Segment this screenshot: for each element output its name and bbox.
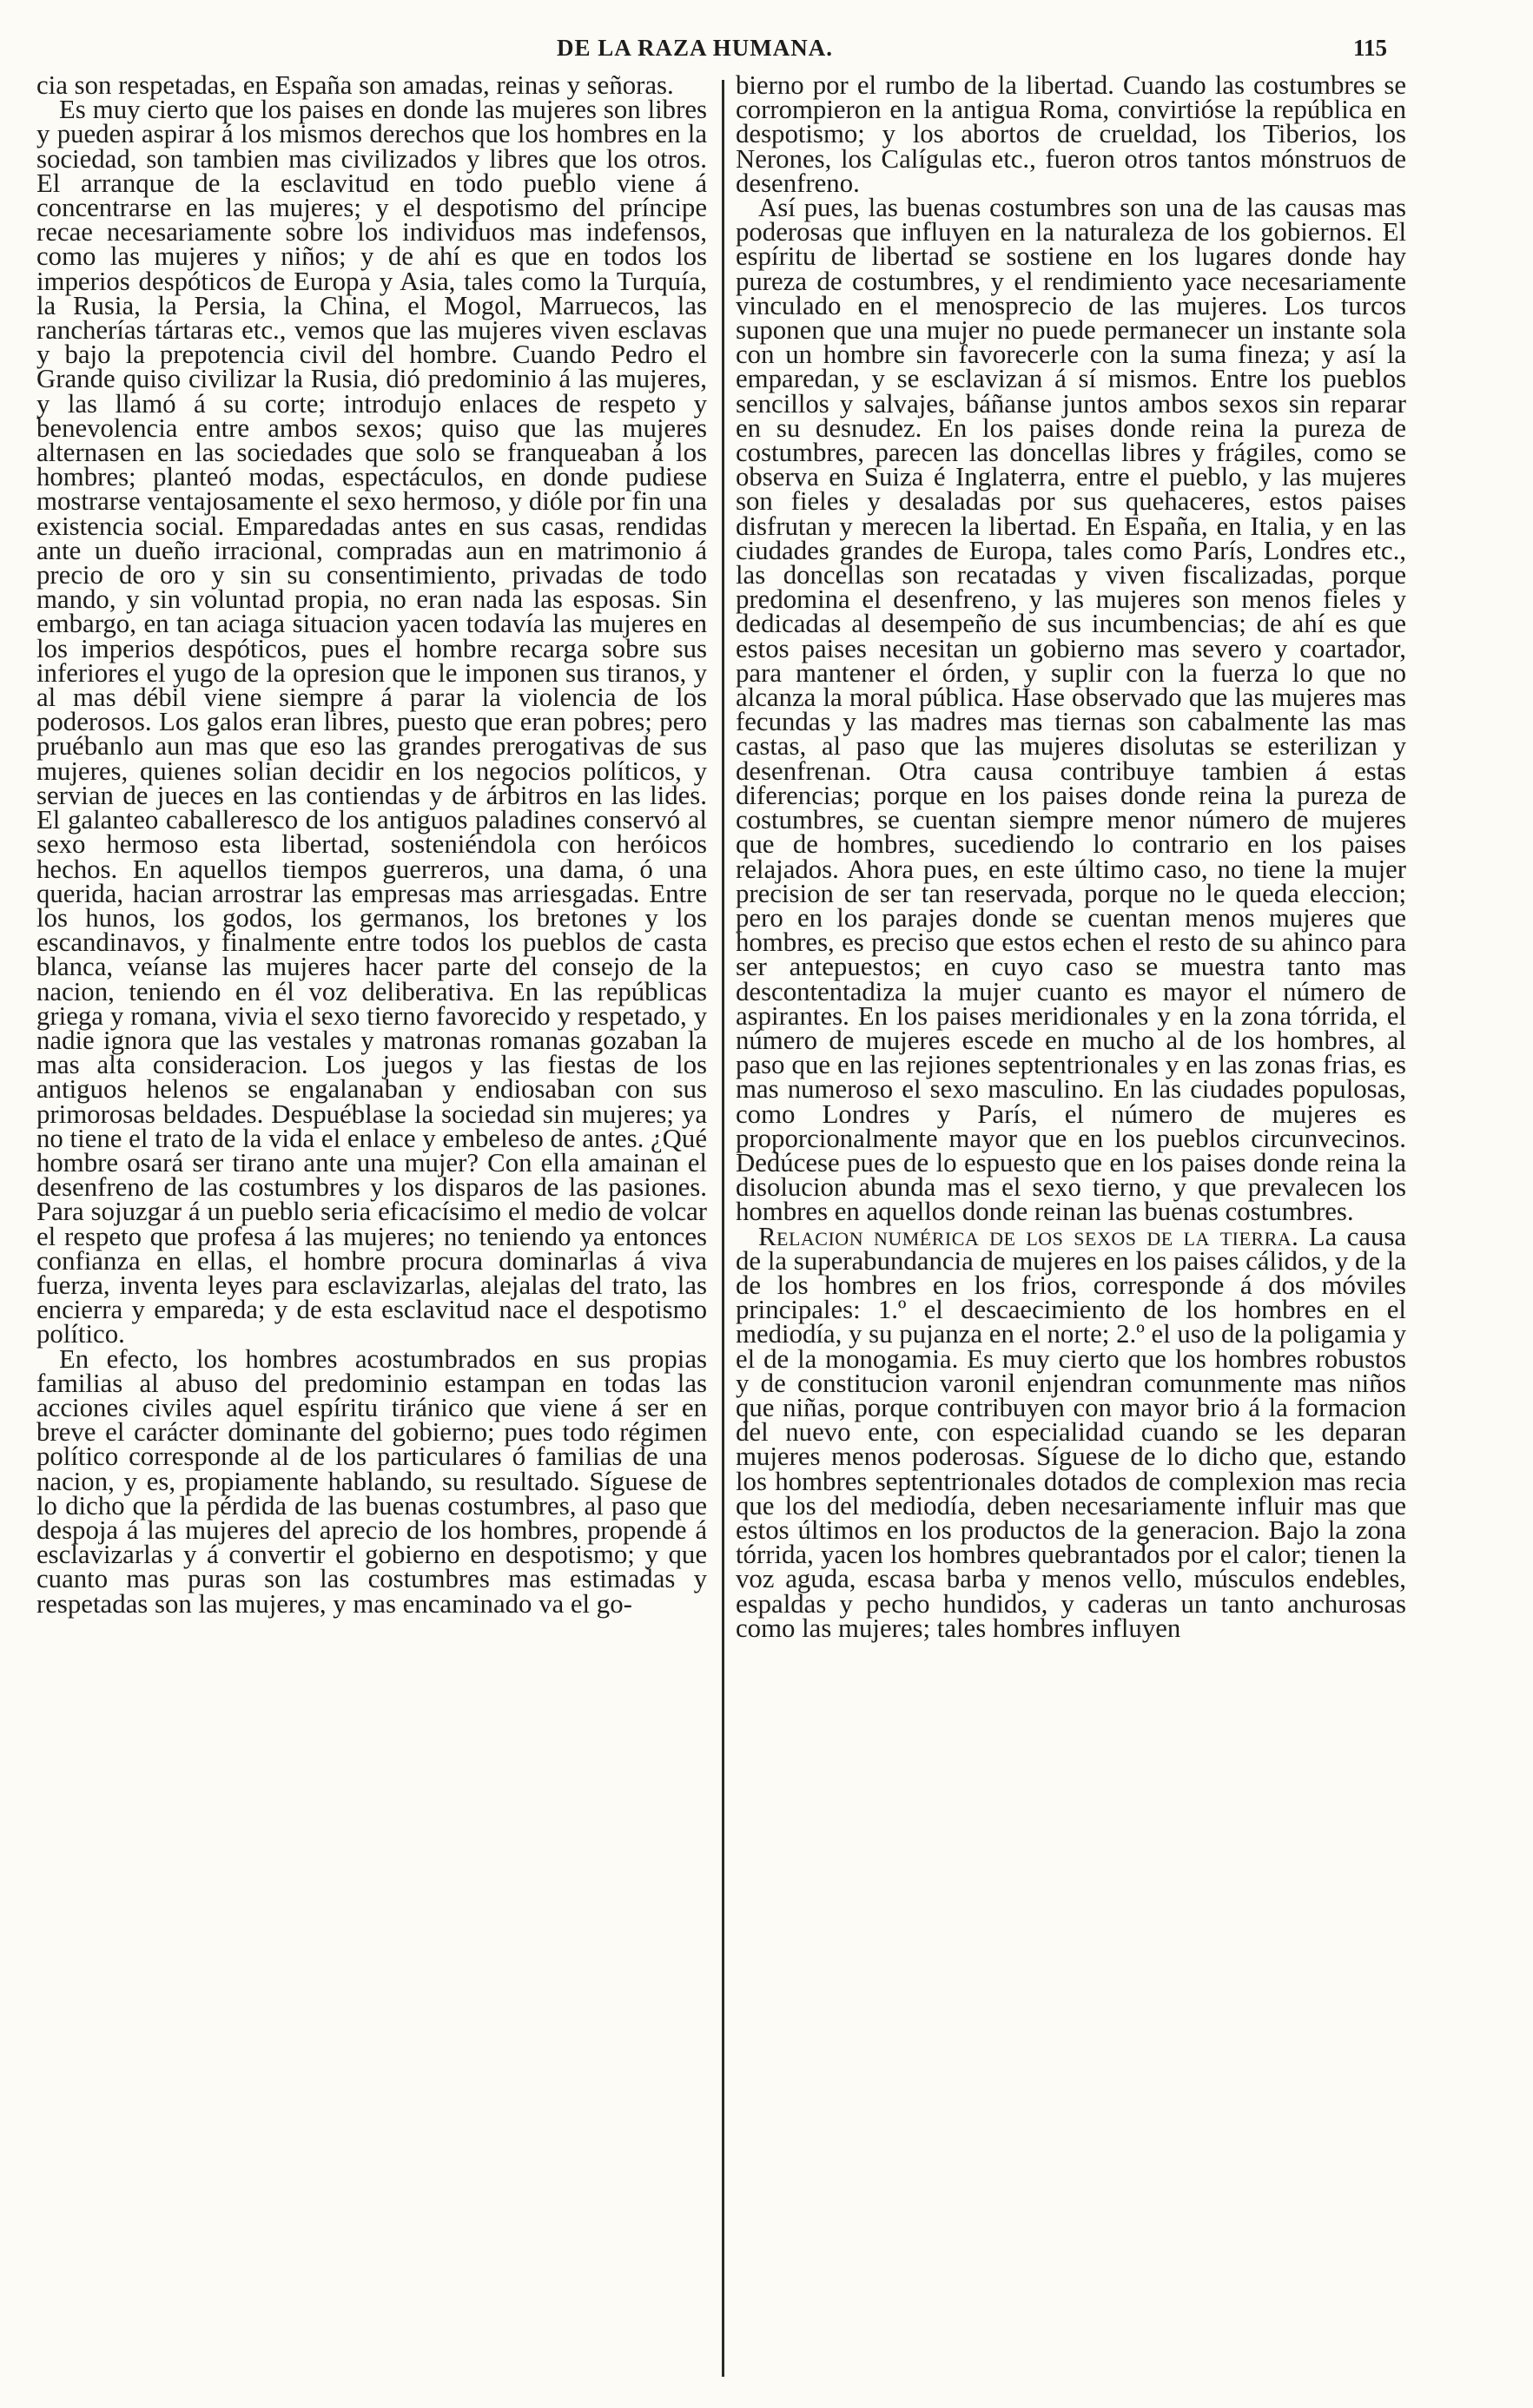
left-paragraph-women-liberty: Es muy cierto que los paises en donde las mujeres son libres y pueden aspirar á los mismos derechos que los hombres en la sociedad, son tambien mas civilizados y libres que los otros. El arranque de la esclavitud en todo pueblo viene á concentrarse en las mujeres; y el despotismo del príncipe recae necesariamente sobre los individuos mas indefensos, como las mujeres y niños; y de ahí es que en todos los imperios despóticos de Europa y Asia, tales como la Turquía, la Rusia, la Persia, la China, el Mogol, Marruecos, las rancherías tártaras etc., vemos que las mujeres viven esclavas y bajo la prepotencia civil del hombre. Cuando Pedro el Grande quiso civilizar la Rusia, dió predominio á las mujeres, y las llamó á su corte; introdujo enlaces de respeto y benevolencia entre ambos sexos; quiso que las mujeres alternasen en las sociedades que solo se franqueaban á los hombres; planteó modas, espectáculos, en donde pudiese mostrarse ventajosamente el sexo hermoso, y dióle por fin una existencia social. Emparedadas antes en sus casas, rendidas ante un dueño irracional, compradas aun en matrimonio á precio de oro y sin su consentimiento, privadas de todo mando, y sin voluntad propia, no eran nada las esposas. Sin embargo, en tan aciaga situacion yacen todavía las mujeres en los imperios despóticos, pues el hombre recarga sobre sus inferiores el yugo de la opresion que le imponen sus tiranos, y al mas débil viene siempre á parar la violencia de los poderosos. Los galos eran libres, puesto que eran pobres; pero pruébanlo aun mas que eso las grandes prerogativas de sus mujeres, quienes solian decidir en los negocios políticos, y servian de jueces en las contiendas y de árbitros en las lides. El galanteo caballeresco de los antiguos paladines conservó al sexo hermoso esta libertad, sosteniéndola con heróicos hechos. En aquellos tiempos guerreros, una dama, ó una querida, hacian arrostrar las empresas mas arriesgadas. Entre los hunos, los godos, los germanos, los bretones y los escandinavos, y finalmente entre todos los pueblos de casta blanca, veíanse las mujeres hacer parte del consejo de la nacion, teniendo en él voz deliberativa. En las repúblicas griega y romana, vivia el sexo tierno favorecido y respetado, y nadie ignora que las vestales y matronas romanas gozaban la mas alta consideracion. Los juegos y las fiestas de los antiguos helenos se engalanaban y endiosaban con sus primorosas beldades. Despuéblase la sociedad sin mujeres; ya no tiene el trato de la vida el enlace y embeleso de antes. ¿Qué hombre osará ser tirano ante una mujer? Con ella amainan el desenfreno de las costumbres y los disparos de las pasiones. Para sojuzgar á un pueblo seria eficacísimo el medio de volcar el respeto que profesa á las mujeres; no teniendo ya entonces confianza en ellas, el hombre procura dominarlas á viva fuerza, inventa leyes para esclavizarlas, alejalas del trato, las encierra y empareda; y de esta esclavitud nace el despotismo político. <box>36 95 707 1349</box>
left-paragraph-family-government: En efecto, los hombres acostumbrados en sus propias familias al abuso del predominio estampan en todas las acciones civiles aquel espíritu tiránico que viene á ser en breve el carácter dominante del gobierno; pues todo régimen político corresponde al de los particulares ó familias de una nacion, y es, propiamente hablando, su resultado. Síguese de lo dicho que la pérdida de las buenas costumbres, al paso que despoja á las mujeres del aprecio de los hombres, propende á esclavizarlas y á convertir el gobierno en despotismo; y que cuanto mas puras son las costumbres mas estimadas y respetadas son las mujeres, y mas encaminado va el go- <box>36 1343 707 1619</box>
right-paragraph-customs: Así pues, las buenas costumbres son una de las causas mas poderosas que influyen en la naturaleza de los gobiernos. El espíritu de libertad se sostiene en los lugares donde hay pureza de costumbres, y el rendimiento yace necesariamente vinculado en el menosprecio de las mujeres. Los turcos suponen que una mujer no puede permanecer un instante sola con un hombre sin favorecerle con la suma fineza; y así la emparedan, y se esclavizan á sí mismos. Entre los pueblos sencillos y salvajes, báñanse juntos ambos sexos sin reparar en su desnudez. En los paises donde reina la pureza de costumbres, parecen las doncellas libres y frágiles, como se observa en Suiza é Inglaterra, entre el pueblo, y las mujeres son fieles y desaladas por sus quehaceres, estos paises disfrutan y merecen la libertad. En España, en Italia, y en las ciudades grandes de Europa, tales como París, Londres etc., las doncellas son recatadas y viven fiscalizadas, porque predomina el desenfreno, y las mujeres son menos fieles y dedicadas al desempeño de sus incumbencias; de ahí es que estos paises necesitan un gobierno mas severo y coartador, para mantener el órden, y suplir con la fuerza lo que no alcanza la moral pública. Hase observado que las mujeres mas fecundas y las madres mas tiernas son cabalmente las mas castas, al paso que las mujeres disolutas se esterilizan y desenfrenan. Otra causa contribuye tambien á estas diferencias; porque en los paises donde reina la pureza de costumbres, se cuentan siempre menor número de mujeres que de hombres, sucediendo lo contrario en los paises relajados. Ahora pues, en este último caso, no tiene la mujer precision de ser tan reservada, porque no le queda eleccion; pero en los parajes donde se cuentan menos mujeres que hombres, es preciso que estos echen el resto de su ahinco para ser antepuestos; en cuyo caso se muestra tanto mas descontentadiza la mujer cuanto es mayor el número de aspirantes. En los paises meridionales y en la zona tórrida, el número de mujeres escede en mucho al de los hombres, al paso que en las rejiones septentrionales y en las zonas frias, es mas numeroso el sexo masculino. En las ciudades populosas, como Londres y París, el número de mujeres es proporcionalmente mayor que en los pueblos circunvecinos. Dedúcese pues de lo espuesto que en los paises donde reina la disolucion abunda mas el sexo tierno, y que prevalecen los hombres en aquellos donde reinan las buenas costumbres. <box>736 193 1406 1227</box>
section-heading: Relacion numérica de los sexos de la tierra. <box>758 1221 1299 1251</box>
running-title: DE LA RAZA HUMANA. <box>556 35 834 61</box>
right-paragraph-numeric-relation <box>736 1221 1406 1643</box>
left-column <box>36 70 707 1619</box>
page-number: 115 <box>1352 35 1387 61</box>
left-paragraph-continuation: cia son respetadas, en España son amadas, reinas y señoras. <box>36 70 674 100</box>
running-head <box>0 26 1533 69</box>
section-body: La causa de la superabundancia de mujeres en los paises cálidos, y de la de los hombres en los frios, corresponde á dos móviles principales: 1.º el descaecimiento de los hombres en el mediodía, y su pujanza en el norte; 2.º el uso de la poligamia y el de la monogamia. Es muy cierto que los hombres robustos y de constitucion varonil enjendran comunmente mas niños que niñas, porque contribuyen con mayor brio á la formacion del nuevo ente, con especialidad cuando se les deparan mujeres menos poderosas. Síguese de lo dicho que, estando los hombres septentrionales dotados de complexion mas recia que los del mediodía, deben necesariamente influir mas que estos últimos en los productos de la generacion. Bajo la zona tórrida, yacen los hombres quebrantados por el calor; tienen la voz aguda, escasa barba y menos vello, músculos endebles, espaldas y pecho hundidos, y caderas un tanto anchurosas como las mujeres; tales hombres influyen <box>736 1221 1406 1643</box>
right-column <box>736 70 1406 1643</box>
column-divider <box>722 80 724 2377</box>
right-paragraph-continuation: bierno por el rumbo de la libertad. Cuando las costumbres se corrompieron en la antigua Roma, convirtióse la república en despotismo; y los abortos de crueldad, los Tiberios, los Nerones, los Calígulas etc., fueron otros tantos mónstruos de desenfreno. <box>736 70 1406 198</box>
